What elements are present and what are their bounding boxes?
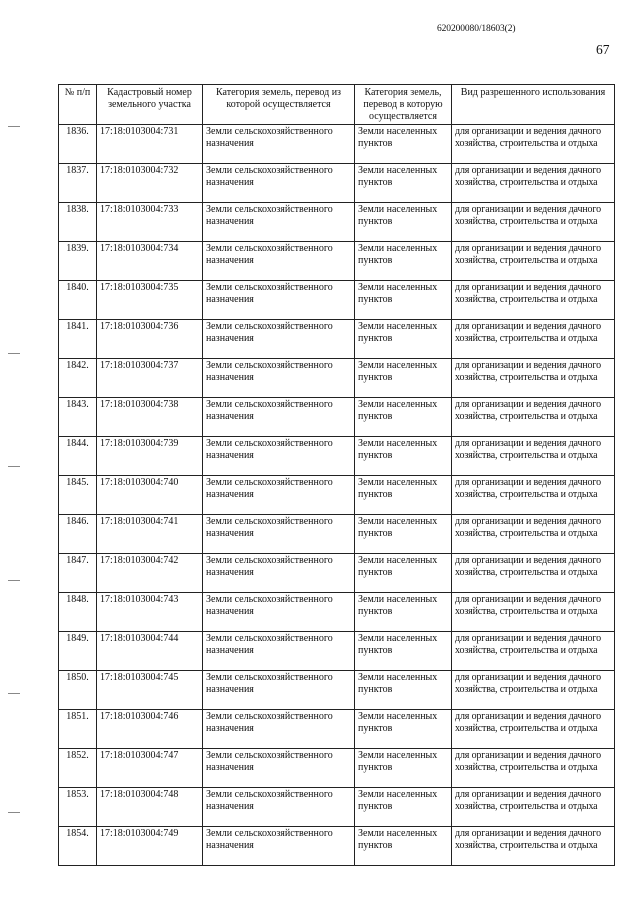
table-row <box>59 554 615 593</box>
category-to-cell: Земли населенных пунктов <box>355 593 452 632</box>
category-to-cell: Земли населенных пунктов <box>355 125 452 164</box>
permitted-use-cell: для организации и ведения дачного хозяйства, строительства и отдыха <box>452 125 615 164</box>
cadastral-number-cell: 17:18:0103004:742 <box>97 554 203 593</box>
margin-mark <box>8 466 20 467</box>
permitted-use-cell: для организации и ведения дачного хозяйства, строительства и отдыха <box>452 476 615 515</box>
table-row <box>59 164 615 203</box>
category-from-cell: Земли сельскохозяйственного назначения <box>203 749 355 788</box>
header-category-from: Категория земель, перевод из которой осуществляется <box>203 85 355 125</box>
row-number-cell: 1848. <box>59 593 97 632</box>
row-number-cell: 1842. <box>59 359 97 398</box>
row-number-cell: 1845. <box>59 476 97 515</box>
table-row <box>59 203 615 242</box>
margin-mark <box>8 353 20 354</box>
permitted-use-cell: для организации и ведения дачного хозяйства, строительства и отдыха <box>452 710 615 749</box>
table-row <box>59 788 615 827</box>
permitted-use-cell: для организации и ведения дачного хозяйства, строительства и отдыха <box>452 593 615 632</box>
page-number: 67 <box>596 42 610 57</box>
category-from-cell: Земли сельскохозяйственного назначения <box>203 398 355 437</box>
category-to-cell: Земли населенных пунктов <box>355 398 452 437</box>
margin-mark <box>8 812 20 813</box>
cadastral-number-cell: 17:18:0103004:746 <box>97 710 203 749</box>
permitted-use-cell: для организации и ведения дачного хозяйства, строительства и отдыха <box>452 827 615 866</box>
header-permitted-use: Вид разрешенного использования <box>452 85 615 125</box>
category-from-cell: Земли сельскохозяйственного назначения <box>203 593 355 632</box>
category-from-cell: Земли сельскохозяйственного назначения <box>203 281 355 320</box>
margin-mark <box>8 693 20 694</box>
table-row <box>59 671 615 710</box>
table-row <box>59 749 615 788</box>
table-row <box>59 281 615 320</box>
permitted-use-cell: для организации и ведения дачного хозяйства, строительства и отдыха <box>452 632 615 671</box>
cadastral-number-cell: 17:18:0103004:740 <box>97 476 203 515</box>
table-row <box>59 476 615 515</box>
permitted-use-cell: для организации и ведения дачного хозяйства, строительства и отдыха <box>452 749 615 788</box>
permitted-use-cell: для организации и ведения дачного хозяйства, строительства и отдыха <box>452 164 615 203</box>
table-row <box>59 359 615 398</box>
category-to-cell: Земли населенных пунктов <box>355 827 452 866</box>
cadastral-number-cell: 17:18:0103004:744 <box>97 632 203 671</box>
category-to-cell: Земли населенных пунктов <box>355 203 452 242</box>
table-row <box>59 242 615 281</box>
category-from-cell: Земли сельскохозяйственного назначения <box>203 242 355 281</box>
header-number: № п/п <box>59 85 97 125</box>
category-to-cell: Земли населенных пунктов <box>355 281 452 320</box>
table-body <box>59 125 615 866</box>
cadastral-number-cell: 17:18:0103004:741 <box>97 515 203 554</box>
header-category-to: Категория земель, перевод в которую осуществляется <box>355 85 452 125</box>
row-number-cell: 1851. <box>59 710 97 749</box>
category-to-cell: Земли населенных пунктов <box>355 164 452 203</box>
cadastral-number-cell: 17:18:0103004:731 <box>97 125 203 164</box>
permitted-use-cell: для организации и ведения дачного хозяйства, строительства и отдыха <box>452 515 615 554</box>
table-row <box>59 437 615 476</box>
category-from-cell: Земли сельскохозяйственного назначения <box>203 710 355 749</box>
row-number-cell: 1852. <box>59 749 97 788</box>
land-register-table <box>58 84 615 866</box>
category-from-cell: Земли сельскохозяйственного назначения <box>203 164 355 203</box>
category-to-cell: Земли населенных пунктов <box>355 437 452 476</box>
category-from-cell: Земли сельскохозяйственного назначения <box>203 632 355 671</box>
table-row <box>59 515 615 554</box>
cadastral-number-cell: 17:18:0103004:736 <box>97 320 203 359</box>
permitted-use-cell: для организации и ведения дачного хозяйства, строительства и отдыха <box>452 281 615 320</box>
cadastral-number-cell: 17:18:0103004:747 <box>97 749 203 788</box>
cadastral-number-cell: 17:18:0103004:732 <box>97 164 203 203</box>
cadastral-number-cell: 17:18:0103004:749 <box>97 827 203 866</box>
cadastral-number-cell: 17:18:0103004:734 <box>97 242 203 281</box>
category-from-cell: Земли сельскохозяйственного назначения <box>203 476 355 515</box>
header-cadastral-number: Кадастровый номер земельного участка <box>97 85 203 125</box>
row-number-cell: 1850. <box>59 671 97 710</box>
table-row <box>59 632 615 671</box>
table-row <box>59 320 615 359</box>
row-number-cell: 1840. <box>59 281 97 320</box>
cadastral-number-cell: 17:18:0103004:739 <box>97 437 203 476</box>
row-number-cell: 1846. <box>59 515 97 554</box>
category-from-cell: Земли сельскохозяйственного назначения <box>203 359 355 398</box>
cadastral-number-cell: 17:18:0103004:745 <box>97 671 203 710</box>
row-number-cell: 1849. <box>59 632 97 671</box>
row-number-cell: 1847. <box>59 554 97 593</box>
category-from-cell: Земли сельскохозяйственного назначения <box>203 320 355 359</box>
table-row <box>59 710 615 749</box>
margin-mark <box>8 126 20 127</box>
permitted-use-cell: для организации и ведения дачного хозяйства, строительства и отдыха <box>452 788 615 827</box>
category-to-cell: Земли населенных пунктов <box>355 749 452 788</box>
category-from-cell: Земли сельскохозяйственного назначения <box>203 125 355 164</box>
cadastral-number-cell: 17:18:0103004:748 <box>97 788 203 827</box>
category-to-cell: Земли населенных пунктов <box>355 476 452 515</box>
permitted-use-cell: для организации и ведения дачного хозяйства, строительства и отдыха <box>452 437 615 476</box>
doc-number: 620200080/18603(2) <box>437 24 516 34</box>
category-from-cell: Земли сельскохозяйственного назначения <box>203 437 355 476</box>
cadastral-number-cell: 17:18:0103004:738 <box>97 398 203 437</box>
row-number-cell: 1853. <box>59 788 97 827</box>
table-row <box>59 398 615 437</box>
category-from-cell: Земли сельскохозяйственного назначения <box>203 827 355 866</box>
category-to-cell: Земли населенных пунктов <box>355 632 452 671</box>
category-to-cell: Земли населенных пунктов <box>355 242 452 281</box>
row-number-cell: 1841. <box>59 320 97 359</box>
table-row <box>59 827 615 866</box>
category-from-cell: Земли сельскохозяйственного назначения <box>203 203 355 242</box>
cadastral-number-cell: 17:18:0103004:737 <box>97 359 203 398</box>
permitted-use-cell: для организации и ведения дачного хозяйства, строительства и отдыха <box>452 671 615 710</box>
category-from-cell: Земли сельскохозяйственного назначения <box>203 671 355 710</box>
permitted-use-cell: для организации и ведения дачного хозяйства, строительства и отдыха <box>452 320 615 359</box>
category-to-cell: Земли населенных пунктов <box>355 359 452 398</box>
cadastral-number-cell: 17:18:0103004:733 <box>97 203 203 242</box>
permitted-use-cell: для организации и ведения дачного хозяйства, строительства и отдыха <box>452 554 615 593</box>
category-to-cell: Земли населенных пунктов <box>355 671 452 710</box>
category-to-cell: Земли населенных пунктов <box>355 710 452 749</box>
permitted-use-cell: для организации и ведения дачного хозяйства, строительства и отдыха <box>452 398 615 437</box>
row-number-cell: 1838. <box>59 203 97 242</box>
margin-mark <box>8 580 20 581</box>
cadastral-number-cell: 17:18:0103004:743 <box>97 593 203 632</box>
category-to-cell: Земли населенных пунктов <box>355 320 452 359</box>
category-from-cell: Земли сельскохозяйственного назначения <box>203 515 355 554</box>
table-row <box>59 125 615 164</box>
category-from-cell: Земли сельскохозяйственного назначения <box>203 788 355 827</box>
row-number-cell: 1843. <box>59 398 97 437</box>
permitted-use-cell: для организации и ведения дачного хозяйства, строительства и отдыха <box>452 359 615 398</box>
row-number-cell: 1844. <box>59 437 97 476</box>
cadastral-number-cell: 17:18:0103004:735 <box>97 281 203 320</box>
permitted-use-cell: для организации и ведения дачного хозяйства, строительства и отдыха <box>452 242 615 281</box>
row-number-cell: 1854. <box>59 827 97 866</box>
permitted-use-cell: для организации и ведения дачного хозяйства, строительства и отдыха <box>452 203 615 242</box>
row-number-cell: 1837. <box>59 164 97 203</box>
category-from-cell: Земли сельскохозяйственного назначения <box>203 554 355 593</box>
category-to-cell: Земли населенных пунктов <box>355 788 452 827</box>
table-header-row <box>59 85 615 125</box>
table-row <box>59 593 615 632</box>
row-number-cell: 1839. <box>59 242 97 281</box>
row-number-cell: 1836. <box>59 125 97 164</box>
category-to-cell: Земли населенных пунктов <box>355 554 452 593</box>
category-to-cell: Земли населенных пунктов <box>355 515 452 554</box>
